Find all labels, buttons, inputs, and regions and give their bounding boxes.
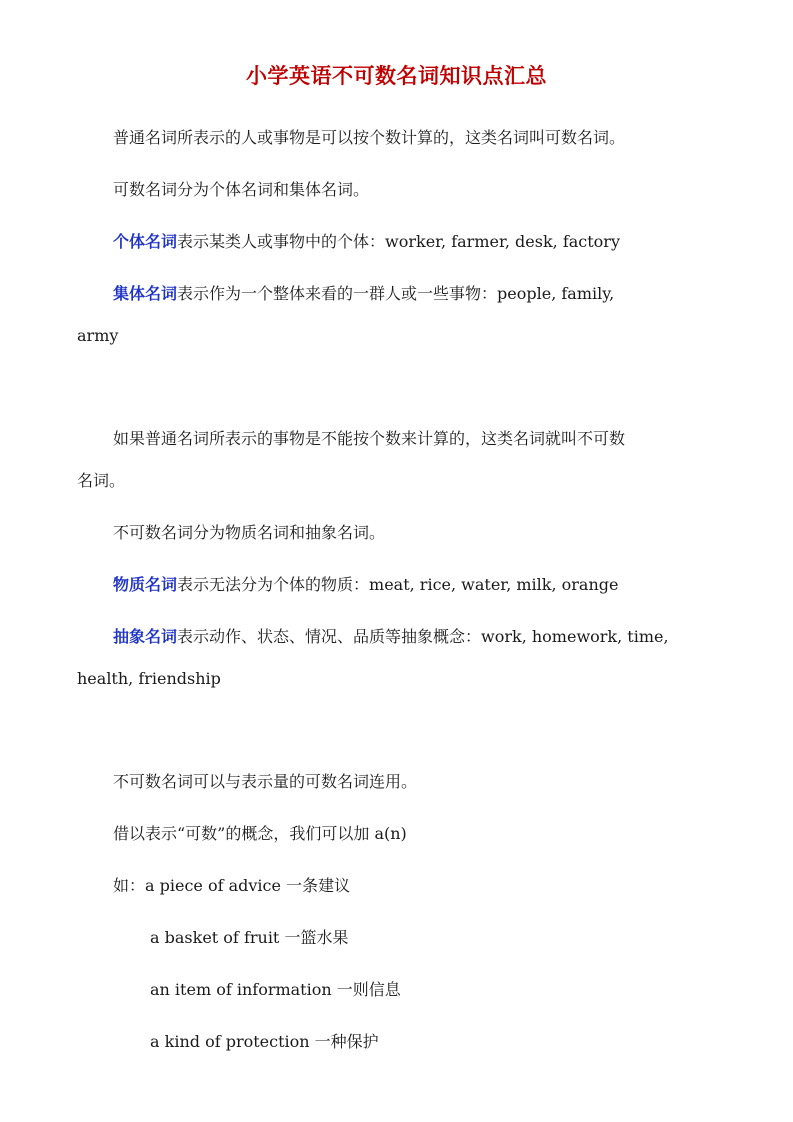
example-information: an item of information 一则信息	[150, 980, 401, 999]
individual-nouns-description: 表示某类人或事物中的个体：worker, farmer, desk, factory	[177, 232, 620, 251]
paragraph-uncountable-types: 不可数名词分为物质名词和抽象名词。	[113, 523, 386, 542]
paragraph-uncountable-with-measure: 不可数名词可以与表示量的可数名词连用。	[113, 772, 418, 791]
page-title: 小学英语不可数名词知识点汇总	[246, 63, 547, 88]
example-protection: a kind of protection 一种保护	[150, 1032, 379, 1051]
uncountable-definition-continuation: 名词。	[77, 471, 126, 490]
paragraph-individual-nouns	[77, 221, 753, 263]
term-collective-nouns: 集体名词	[113, 284, 178, 303]
example-advice: 如：a piece of advice 一条建议	[113, 876, 351, 895]
term-material-nouns: 物质名词	[113, 575, 178, 594]
paragraph-abstract-nouns	[77, 616, 753, 658]
term-individual-nouns: 个体名词	[113, 232, 178, 251]
paragraph-uncountable-definition: 如果普通名词所表示的事物是不能按个数来计算的，这类名词就叫不可数	[113, 429, 626, 448]
example-fruit: a basket of fruit 一篮水果	[150, 928, 349, 947]
material-nouns-description: 表示无法分为个体的物质：meat, rice, water, milk, orange	[177, 575, 619, 594]
paragraph-material-nouns	[77, 564, 753, 606]
paragraph-countable-concept: 借以表示“可数”的概念，我们可以加 a(n)	[113, 824, 407, 843]
collective-nouns-continuation: army	[77, 326, 119, 345]
abstract-nouns-description: 表示动作、状态、情况、品质等抽象概念：work, homework, time,	[177, 627, 669, 646]
abstract-nouns-continuation: health, friendship	[77, 669, 221, 688]
paragraph-countable-types: 可数名词分为个体名词和集体名词。	[113, 180, 370, 199]
collective-nouns-description: 表示作为一个整体来看的一群人或一些事物：people, family,	[177, 284, 615, 303]
term-abstract-nouns: 抽象名词	[113, 627, 178, 646]
paragraph-countable-definition: 普通名词所表示的人或事物是可以按个数计算的，这类名词叫可数名词。	[113, 128, 626, 147]
paragraph-collective-nouns	[77, 273, 753, 315]
